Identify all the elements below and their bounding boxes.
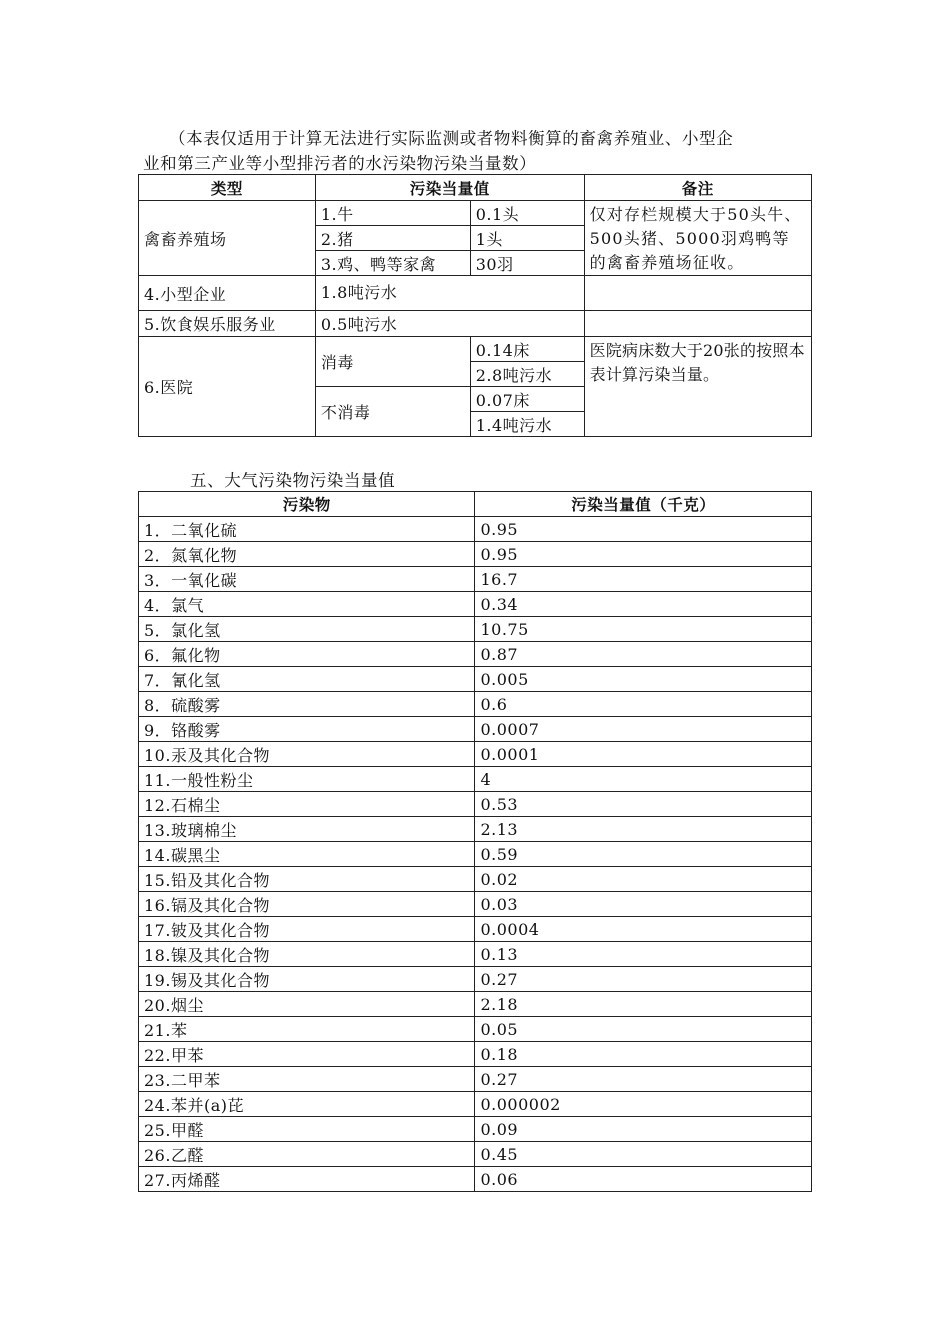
pollutant-name: 5．氯化氢 — [139, 617, 475, 642]
pollutant-equivalent: 4 — [475, 767, 812, 792]
pollutant-name: 13.玻璃棉尘 — [139, 817, 475, 842]
pollutant-name: 11.一般性粉尘 — [139, 767, 475, 792]
intro-paragraph — [143, 126, 815, 176]
table-row — [139, 617, 812, 642]
no-disinfect-label: 不消毒 — [315, 387, 470, 437]
table-row — [139, 276, 812, 311]
header-equivalent: 污染当量值 — [315, 175, 584, 201]
pollutant-name: 6．氟化物 — [139, 642, 475, 667]
pollutant-name: 10.汞及其化合物 — [139, 742, 475, 767]
header-equivalent-kg: 污染当量值（千克） — [475, 492, 812, 517]
pollutant-equivalent: 0.000002 — [475, 1092, 812, 1117]
pollutant-name: 18.镍及其化合物 — [139, 942, 475, 967]
pollutant-equivalent: 0.02 — [475, 867, 812, 892]
table-row — [139, 842, 812, 867]
table-row — [139, 867, 812, 892]
pollutant-name: 26.乙醛 — [139, 1142, 475, 1167]
pollutant-name: 23.二甲苯 — [139, 1067, 475, 1092]
pollutant-equivalent: 0.0004 — [475, 917, 812, 942]
livestock-item: 3.鸡、鸭等家禽 — [315, 251, 470, 276]
air-pollutant-rows — [139, 517, 812, 1192]
small-enterprise-value: 1.8吨污水 — [315, 276, 584, 311]
header-pollutant: 污染物 — [139, 492, 475, 517]
livestock-value: 30羽 — [470, 251, 584, 276]
table-row — [139, 1117, 812, 1142]
pollutant-equivalent: 0.0007 — [475, 717, 812, 742]
pollutant-name: 7．氰化氢 — [139, 667, 475, 692]
pollutant-name: 14.碳黑尘 — [139, 842, 475, 867]
pollutant-name: 27.丙烯醛 — [139, 1167, 475, 1192]
table1-header-row — [139, 175, 812, 201]
pollutant-equivalent: 0.05 — [475, 1017, 812, 1042]
pollutant-equivalent: 0.005 — [475, 667, 812, 692]
pollutant-equivalent: 0.59 — [475, 842, 812, 867]
table-row — [139, 667, 812, 692]
pollutant-name: 15.铅及其化合物 — [139, 867, 475, 892]
pollutant-equivalent: 0.27 — [475, 1067, 812, 1092]
no-disinfect-value: 1.4吨污水 — [470, 412, 584, 437]
pollutant-name: 12.石棉尘 — [139, 792, 475, 817]
table-row — [139, 992, 812, 1017]
catering-category: 5.饮食娱乐服务业 — [139, 311, 316, 337]
livestock-note: 仅对存栏规模大于50头牛、500头猪、5000羽鸡鸭等的禽畜养殖场征收。 — [584, 201, 811, 276]
table-row — [139, 1167, 812, 1192]
table-row — [139, 1142, 812, 1167]
intro-line-2: 业和第三产业等小型排污者的水污染物污染当量数） — [143, 154, 537, 173]
pollutant-equivalent: 0.13 — [475, 942, 812, 967]
small-enterprise-category: 4.小型企业 — [139, 276, 316, 311]
table-row — [139, 642, 812, 667]
table-row — [139, 967, 812, 992]
pollutant-equivalent: 16.7 — [475, 567, 812, 592]
header-type: 类型 — [139, 175, 316, 201]
table-row — [139, 817, 812, 842]
pollutant-equivalent: 0.6 — [475, 692, 812, 717]
table-row — [139, 542, 812, 567]
table-row — [139, 792, 812, 817]
pollutant-equivalent: 0.53 — [475, 792, 812, 817]
pollutant-equivalent: 2.18 — [475, 992, 812, 1017]
pollutant-equivalent: 0.03 — [475, 892, 812, 917]
table-row — [139, 692, 812, 717]
pollutant-equivalent: 0.18 — [475, 1042, 812, 1067]
table-row — [139, 767, 812, 792]
pollutant-name: 2．氮氧化物 — [139, 542, 475, 567]
pollutant-equivalent: 2.13 — [475, 817, 812, 842]
table-row — [139, 742, 812, 767]
livestock-category: 禽畜养殖场 — [139, 201, 316, 276]
pollutant-name: 19.锡及其化合物 — [139, 967, 475, 992]
table2-header-row — [139, 492, 812, 517]
pollutant-name: 1．二氧化硫 — [139, 517, 475, 542]
pollutant-name: 17.铍及其化合物 — [139, 917, 475, 942]
header-note: 备注 — [584, 175, 811, 201]
table-row — [139, 942, 812, 967]
table-row — [139, 592, 812, 617]
pollutant-equivalent: 0.95 — [475, 517, 812, 542]
livestock-item: 2.猪 — [315, 226, 470, 251]
pollutant-name: 3．一氧化碳 — [139, 567, 475, 592]
table-row — [139, 1092, 812, 1117]
pollutant-name: 25.甲醛 — [139, 1117, 475, 1142]
water-pollutant-table — [138, 174, 812, 437]
table-row — [139, 1017, 812, 1042]
intro-line-1: （本表仅适用于计算无法进行实际监测或者物料衡算的畜禽养殖业、小型企 — [169, 129, 734, 148]
livestock-value: 1头 — [470, 226, 584, 251]
table-row — [139, 917, 812, 942]
table-row — [139, 517, 812, 542]
pollutant-name: 21.苯 — [139, 1017, 475, 1042]
livestock-item: 1.牛 — [315, 201, 470, 226]
pollutant-equivalent: 0.27 — [475, 967, 812, 992]
empty-note — [584, 276, 811, 311]
table-row — [139, 1067, 812, 1092]
section-title: 五、大气污染物污染当量值 — [190, 471, 396, 490]
pollutant-equivalent: 0.06 — [475, 1167, 812, 1192]
table-row — [139, 892, 812, 917]
pollutant-equivalent: 0.45 — [475, 1142, 812, 1167]
pollutant-name: 4．氯气 — [139, 592, 475, 617]
disinfect-value: 0.14床 — [470, 337, 584, 362]
livestock-value: 0.1头 — [470, 201, 584, 226]
pollutant-name: 16.镉及其化合物 — [139, 892, 475, 917]
pollutant-equivalent: 0.87 — [475, 642, 812, 667]
hospital-category: 6.医院 — [139, 337, 316, 437]
table-row — [139, 567, 812, 592]
pollutant-equivalent: 0.95 — [475, 542, 812, 567]
no-disinfect-value: 0.07床 — [470, 387, 584, 412]
disinfect-value: 2.8吨污水 — [470, 362, 584, 387]
pollutant-equivalent: 0.34 — [475, 592, 812, 617]
pollutant-equivalent: 0.0001 — [475, 742, 812, 767]
empty-note — [584, 311, 811, 337]
disinfect-label: 消毒 — [315, 337, 470, 387]
pollutant-name: 20.烟尘 — [139, 992, 475, 1017]
hospital-note: 医院病床数大于20张的按照本表计算污染当量。 — [584, 337, 811, 437]
pollutant-name: 22.甲苯 — [139, 1042, 475, 1067]
table-row — [139, 717, 812, 742]
pollutant-name: 9．铬酸雾 — [139, 717, 475, 742]
air-pollutant-table — [138, 491, 812, 1192]
pollutant-equivalent: 10.75 — [475, 617, 812, 642]
pollutant-equivalent: 0.09 — [475, 1117, 812, 1142]
table-row — [139, 337, 812, 362]
table-row — [139, 1042, 812, 1067]
catering-value: 0.5吨污水 — [315, 311, 584, 337]
table-row — [139, 311, 812, 337]
pollutant-name: 8．硫酸雾 — [139, 692, 475, 717]
table-row — [139, 201, 812, 226]
pollutant-name: 24.苯并(a)芘 — [139, 1092, 475, 1117]
